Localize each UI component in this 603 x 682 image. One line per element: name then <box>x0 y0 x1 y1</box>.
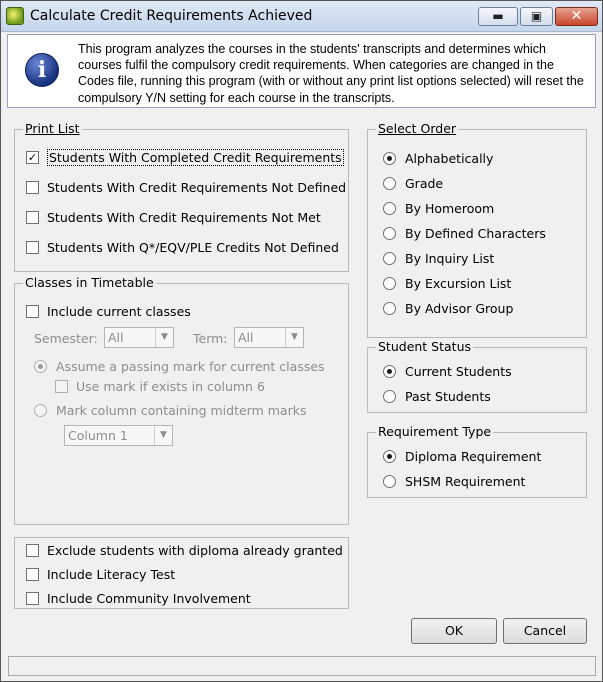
order-advisor-group[interactable] <box>383 299 513 317</box>
classes-legend: Classes in Timetable <box>25 275 154 290</box>
checkbox[interactable]: ✓ <box>27 150 38 164</box>
radio[interactable] <box>383 152 396 165</box>
chevron-down-icon: ▼ <box>154 426 172 445</box>
order-excursion-list[interactable] <box>383 274 511 292</box>
radio-label: Alphabetically <box>405 150 494 166</box>
checkbox[interactable] <box>26 241 39 254</box>
semester-label: Semester: <box>34 330 98 346</box>
mark-column-radio[interactable] <box>34 401 306 419</box>
info-text: This program analyzes the courses in the students' transcripts and determines which courses fulfil the compulsory credit requirements. When categories are changed in the Codes file, running this program (with or without any print list options selected) will reset the compulsory Y/N setting for each course in the transcripts. <box>78 42 584 105</box>
checkbox[interactable] <box>26 592 39 605</box>
checkbox-label: Exclude students with diploma already granted <box>47 542 343 558</box>
term-label: Term: <box>193 330 228 346</box>
radio-label: Grade <box>405 175 444 191</box>
order-grade[interactable] <box>383 174 443 192</box>
radio[interactable] <box>34 360 47 373</box>
status-current-students[interactable] <box>383 362 512 380</box>
radio[interactable] <box>383 450 396 463</box>
checkbox[interactable] <box>26 181 39 194</box>
info-panel <box>7 34 596 108</box>
exclude-diploma-granted[interactable] <box>26 541 343 559</box>
print-list-not-defined[interactable] <box>26 178 346 196</box>
checkbox-label: Students With Credit Requirements Not Met <box>47 209 321 225</box>
requirement-shsm[interactable] <box>383 472 525 490</box>
window-title: Calculate Credit Requirements Achieved <box>30 8 313 24</box>
radio[interactable] <box>383 277 396 290</box>
select-order-group <box>367 121 587 338</box>
semester-value: All <box>108 330 124 345</box>
radio-label: Mark column containing midterm marks <box>56 402 307 418</box>
order-alphabetically[interactable] <box>383 149 493 167</box>
radio-label: Current Students <box>405 363 512 379</box>
term-select[interactable] <box>234 327 304 348</box>
chevron-down-icon: ▼ <box>285 328 303 347</box>
order-defined-characters[interactable] <box>383 224 546 242</box>
status-past-students[interactable] <box>383 387 491 405</box>
term-value: All <box>238 330 254 345</box>
maximize-button[interactable]: ▣ <box>520 7 553 26</box>
info-icon: i <box>25 53 59 87</box>
chevron-down-icon: ▼ <box>155 328 173 347</box>
radio-label: By Homeroom <box>405 200 495 216</box>
checkbox-label: Use mark if exists in column 6 <box>76 378 265 394</box>
checkbox-label: Include Literacy Test <box>47 566 176 582</box>
radio[interactable] <box>383 390 396 403</box>
order-inquiry-list[interactable] <box>383 249 494 267</box>
print-list-not-met[interactable] <box>26 208 321 226</box>
checkbox-label: Include current classes <box>47 303 191 319</box>
checkbox-label: Students With Completed Credit Requirements <box>49 149 342 165</box>
order-homeroom[interactable] <box>383 199 494 217</box>
checkbox[interactable] <box>26 568 39 581</box>
radio[interactable] <box>383 227 396 240</box>
print-list-completed[interactable] <box>26 148 344 166</box>
radio-label: By Advisor Group <box>405 300 514 316</box>
include-current-classes[interactable] <box>26 302 191 320</box>
radio-label: By Inquiry List <box>405 250 495 266</box>
include-literacy-test[interactable] <box>26 565 175 583</box>
checkbox[interactable] <box>26 544 39 557</box>
student-status-legend: Student Status <box>378 339 472 354</box>
radio[interactable] <box>383 252 396 265</box>
select-order-legend: Select Order <box>378 121 457 136</box>
radio[interactable] <box>34 404 47 417</box>
requirement-type-legend: Requirement Type <box>378 424 492 439</box>
checkbox[interactable] <box>26 211 39 224</box>
radio-label: Assume a passing mark for current classes <box>56 358 325 374</box>
radio[interactable] <box>383 177 396 190</box>
extras-group <box>14 537 349 609</box>
radio[interactable] <box>383 365 396 378</box>
radio-label: By Defined Characters <box>405 225 546 241</box>
radio[interactable] <box>383 302 396 315</box>
print-list-legend: Print List <box>25 121 80 136</box>
checkbox-label: Students With Q*/EQV/PLE Credits Not Defined <box>47 239 339 255</box>
title-bar[interactable] <box>1 1 602 32</box>
cancel-button[interactable]: Cancel <box>503 618 587 644</box>
radio[interactable] <box>383 202 396 215</box>
checkbox[interactable] <box>26 305 39 318</box>
classes-group <box>14 275 349 525</box>
student-status-group <box>367 339 587 413</box>
mark-column-select[interactable] <box>64 425 173 446</box>
ok-button[interactable]: OK <box>411 618 497 644</box>
use-mark-checkbox[interactable] <box>55 377 265 395</box>
semester-select[interactable] <box>104 327 174 348</box>
checkbox[interactable] <box>55 380 68 393</box>
radio-label: Diploma Requirement <box>405 448 542 464</box>
radio-label: By Excursion List <box>405 275 512 291</box>
requirement-type-group <box>367 424 587 498</box>
checkbox-label: Include Community Involvement <box>47 590 251 606</box>
print-list-qeqv[interactable] <box>26 238 339 256</box>
assume-passing-radio[interactable] <box>34 357 325 375</box>
close-button[interactable]: ✕ <box>555 7 598 26</box>
app-icon <box>6 7 24 25</box>
radio-label: SHSM Requirement <box>405 473 526 489</box>
checkbox-label: Students With Credit Requirements Not Defined <box>47 179 347 195</box>
mark-column-value: Column 1 <box>68 428 128 443</box>
radio-label: Past Students <box>405 388 491 404</box>
minimize-button[interactable]: ▬ <box>478 7 518 26</box>
radio[interactable] <box>383 475 396 488</box>
status-bar <box>8 656 596 676</box>
include-community-involvement[interactable] <box>26 589 251 607</box>
requirement-diploma[interactable] <box>383 447 541 465</box>
print-list-group <box>14 121 349 272</box>
